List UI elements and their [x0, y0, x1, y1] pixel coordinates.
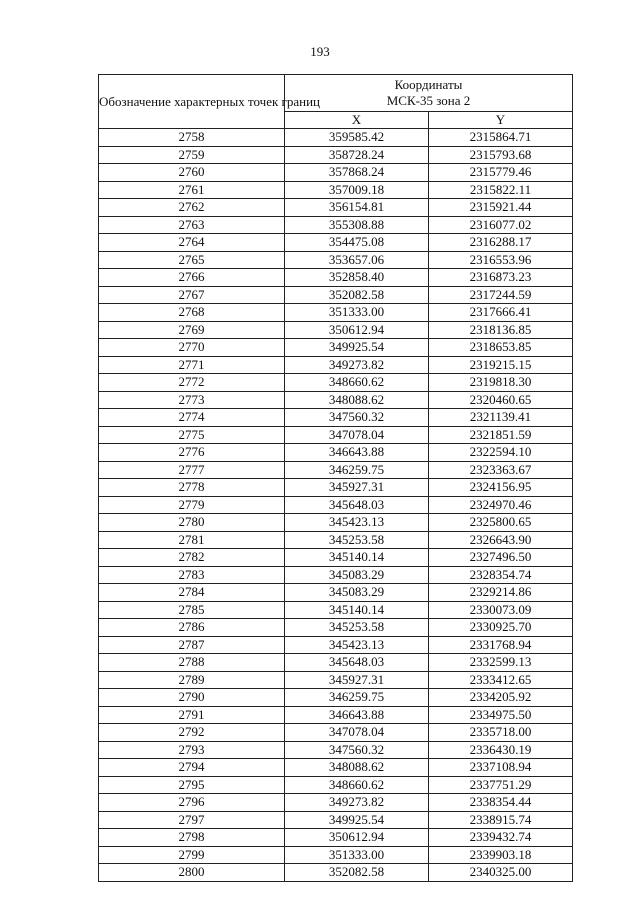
x-coordinate-cell: 348088.62: [285, 391, 429, 409]
x-coordinate-cell: 355308.88: [285, 216, 429, 234]
x-coordinate-cell: 345253.58: [285, 619, 429, 637]
point-id-cell: 2782: [99, 549, 285, 567]
y-coordinate-cell: 2340325.00: [429, 864, 573, 882]
y-coordinate-cell: 2318136.85: [429, 321, 573, 339]
y-coordinate-cell: 2330073.09: [429, 601, 573, 619]
table-body: [99, 129, 573, 882]
y-coordinate-cell: 2337751.29: [429, 776, 573, 794]
table-row: [99, 706, 573, 724]
table-row: [99, 461, 573, 479]
table-row: [99, 251, 573, 269]
table-row: [99, 636, 573, 654]
point-id-cell: 2783: [99, 566, 285, 584]
x-coordinate-cell: 347560.32: [285, 741, 429, 759]
point-id-cell: 2786: [99, 619, 285, 637]
table-row: [99, 234, 573, 252]
point-id-cell: 2797: [99, 811, 285, 829]
y-coordinate-cell: 2316288.17: [429, 234, 573, 252]
table-row: [99, 654, 573, 672]
x-coordinate-cell: 347560.32: [285, 409, 429, 427]
point-id-cell: 2780: [99, 514, 285, 532]
point-id-cell: 2764: [99, 234, 285, 252]
y-coordinate-cell: 2323363.67: [429, 461, 573, 479]
point-id-cell: 2792: [99, 724, 285, 742]
x-coordinate-cell: 349925.54: [285, 339, 429, 357]
x-coordinate-cell: 345927.31: [285, 479, 429, 497]
point-id-cell: 2765: [99, 251, 285, 269]
table-row: [99, 829, 573, 847]
point-id-cell: 2772: [99, 374, 285, 392]
x-coordinate-cell: 350612.94: [285, 829, 429, 847]
y-coordinate-cell: 2329214.86: [429, 584, 573, 602]
header-y: Y: [429, 111, 573, 128]
y-coordinate-cell: 2318653.85: [429, 339, 573, 357]
table-row: [99, 584, 573, 602]
point-id-cell: 2779: [99, 496, 285, 514]
table-row: [99, 794, 573, 812]
y-coordinate-cell: 2337108.94: [429, 759, 573, 777]
table-row: [99, 374, 573, 392]
x-coordinate-cell: 348660.62: [285, 776, 429, 794]
x-coordinate-cell: 345423.13: [285, 636, 429, 654]
table-row: [99, 426, 573, 444]
point-id-cell: 2768: [99, 304, 285, 322]
x-coordinate-cell: 347078.04: [285, 426, 429, 444]
y-coordinate-cell: 2338915.74: [429, 811, 573, 829]
point-id-cell: 2799: [99, 846, 285, 864]
x-coordinate-cell: 351333.00: [285, 304, 429, 322]
x-coordinate-cell: 358728.24: [285, 146, 429, 164]
table-row: [99, 619, 573, 637]
y-coordinate-cell: 2339432.74: [429, 829, 573, 847]
y-coordinate-cell: 2324156.95: [429, 479, 573, 497]
table-row: [99, 304, 573, 322]
x-coordinate-cell: 347078.04: [285, 724, 429, 742]
x-coordinate-cell: 346259.75: [285, 689, 429, 707]
point-id-cell: 2778: [99, 479, 285, 497]
x-coordinate-cell: 352858.40: [285, 269, 429, 287]
x-coordinate-cell: 345648.03: [285, 654, 429, 672]
point-id-cell: 2788: [99, 654, 285, 672]
table-row: [99, 216, 573, 234]
point-id-cell: 2789: [99, 671, 285, 689]
x-coordinate-cell: 359585.42: [285, 129, 429, 147]
table-row: [99, 601, 573, 619]
x-coordinate-cell: 352082.58: [285, 864, 429, 882]
table-row: [99, 514, 573, 532]
y-coordinate-cell: 2316553.96: [429, 251, 573, 269]
y-coordinate-cell: 2320460.65: [429, 391, 573, 409]
y-coordinate-cell: 2319818.30: [429, 374, 573, 392]
table-row: [99, 391, 573, 409]
table-row: [99, 864, 573, 882]
point-id-cell: 2796: [99, 794, 285, 812]
y-coordinate-cell: 2332599.13: [429, 654, 573, 672]
table-row: [99, 549, 573, 567]
point-id-cell: 2771: [99, 356, 285, 374]
table-row: [99, 199, 573, 217]
table-row: [99, 671, 573, 689]
y-coordinate-cell: 2316077.02: [429, 216, 573, 234]
y-coordinate-cell: 2336430.19: [429, 741, 573, 759]
x-coordinate-cell: 348088.62: [285, 759, 429, 777]
point-id-cell: 2794: [99, 759, 285, 777]
x-coordinate-cell: 346643.88: [285, 706, 429, 724]
y-coordinate-cell: 2328354.74: [429, 566, 573, 584]
y-coordinate-cell: 2315822.11: [429, 181, 573, 199]
y-coordinate-cell: 2334975.50: [429, 706, 573, 724]
point-id-cell: 2766: [99, 269, 285, 287]
point-id-cell: 2775: [99, 426, 285, 444]
point-id-cell: 2769: [99, 321, 285, 339]
page-number: 193: [310, 44, 330, 59]
x-coordinate-cell: 351333.00: [285, 846, 429, 864]
header-coordinates-title: Координаты: [394, 76, 463, 92]
table-row: [99, 741, 573, 759]
y-coordinate-cell: 2315864.71: [429, 129, 573, 147]
x-coordinate-cell: 345648.03: [285, 496, 429, 514]
x-coordinate-cell: 348660.62: [285, 374, 429, 392]
table-row: [99, 356, 573, 374]
table-row: [99, 531, 573, 549]
y-coordinate-cell: 2327496.50: [429, 549, 573, 567]
point-id-cell: 2800: [99, 864, 285, 882]
table-row: [99, 321, 573, 339]
y-coordinate-cell: 2338354.44: [429, 794, 573, 812]
coordinates-table: [98, 74, 573, 882]
table-row: [99, 181, 573, 199]
point-id-cell: 2758: [99, 129, 285, 147]
y-coordinate-cell: 2333412.65: [429, 671, 573, 689]
x-coordinate-cell: 354475.08: [285, 234, 429, 252]
x-coordinate-cell: 345140.14: [285, 549, 429, 567]
y-coordinate-cell: 2325800.65: [429, 514, 573, 532]
y-coordinate-cell: 2319215.15: [429, 356, 573, 374]
table-row: [99, 566, 573, 584]
y-coordinate-cell: 2317244.59: [429, 286, 573, 304]
table-row: [99, 269, 573, 287]
table-row: [99, 286, 573, 304]
x-coordinate-cell: 345140.14: [285, 601, 429, 619]
header-designation: Обозначение характерных точек границ: [99, 75, 285, 129]
table-row: [99, 759, 573, 777]
x-coordinate-cell: 345083.29: [285, 584, 429, 602]
point-id-cell: 2767: [99, 286, 285, 304]
point-id-cell: 2787: [99, 636, 285, 654]
x-coordinate-cell: 345423.13: [285, 514, 429, 532]
y-coordinate-cell: 2315793.68: [429, 146, 573, 164]
table-row: [99, 164, 573, 182]
header-coordinate-system: МСК-35 зона 2: [386, 92, 471, 108]
table-row: [99, 496, 573, 514]
y-coordinate-cell: 2321139.41: [429, 409, 573, 427]
point-id-cell: 2762: [99, 199, 285, 217]
table-row: [99, 776, 573, 794]
point-id-cell: 2759: [99, 146, 285, 164]
x-coordinate-cell: 349925.54: [285, 811, 429, 829]
y-coordinate-cell: 2315779.46: [429, 164, 573, 182]
table-row: [99, 811, 573, 829]
x-coordinate-cell: 350612.94: [285, 321, 429, 339]
x-coordinate-cell: 353657.06: [285, 251, 429, 269]
x-coordinate-cell: 345253.58: [285, 531, 429, 549]
y-coordinate-cell: 2322594.10: [429, 444, 573, 462]
point-id-cell: 2784: [99, 584, 285, 602]
header-coordinates: [285, 75, 573, 112]
x-coordinate-cell: 349273.82: [285, 794, 429, 812]
x-coordinate-cell: 345083.29: [285, 566, 429, 584]
point-id-cell: 2791: [99, 706, 285, 724]
x-coordinate-cell: 346643.88: [285, 444, 429, 462]
y-coordinate-cell: 2324970.46: [429, 496, 573, 514]
y-coordinate-cell: 2330925.70: [429, 619, 573, 637]
point-id-cell: 2790: [99, 689, 285, 707]
y-coordinate-cell: 2321851.59: [429, 426, 573, 444]
table-row: [99, 846, 573, 864]
table-row: [99, 129, 573, 147]
x-coordinate-cell: 345927.31: [285, 671, 429, 689]
x-coordinate-cell: 356154.81: [285, 199, 429, 217]
y-coordinate-cell: 2334205.92: [429, 689, 573, 707]
point-id-cell: 2781: [99, 531, 285, 549]
table-row: [99, 444, 573, 462]
x-coordinate-cell: 357009.18: [285, 181, 429, 199]
point-id-cell: 2793: [99, 741, 285, 759]
y-coordinate-cell: 2317666.41: [429, 304, 573, 322]
x-coordinate-cell: 349273.82: [285, 356, 429, 374]
point-id-cell: 2774: [99, 409, 285, 427]
y-coordinate-cell: 2335718.00: [429, 724, 573, 742]
point-id-cell: 2761: [99, 181, 285, 199]
table-row: [99, 146, 573, 164]
point-id-cell: 2763: [99, 216, 285, 234]
y-coordinate-cell: 2339903.18: [429, 846, 573, 864]
y-coordinate-cell: 2326643.90: [429, 531, 573, 549]
point-id-cell: 2776: [99, 444, 285, 462]
table-row: [99, 724, 573, 742]
x-coordinate-cell: 357868.24: [285, 164, 429, 182]
point-id-cell: 2795: [99, 776, 285, 794]
table-row: [99, 479, 573, 497]
header-x: X: [285, 111, 429, 128]
y-coordinate-cell: 2315921.44: [429, 199, 573, 217]
y-coordinate-cell: 2331768.94: [429, 636, 573, 654]
x-coordinate-cell: 352082.58: [285, 286, 429, 304]
point-id-cell: 2777: [99, 461, 285, 479]
table-header: [99, 75, 573, 129]
point-id-cell: 2798: [99, 829, 285, 847]
point-id-cell: 2785: [99, 601, 285, 619]
point-id-cell: 2760: [99, 164, 285, 182]
point-id-cell: 2773: [99, 391, 285, 409]
table-row: [99, 689, 573, 707]
table-row: [99, 339, 573, 357]
point-id-cell: 2770: [99, 339, 285, 357]
y-coordinate-cell: 2316873.23: [429, 269, 573, 287]
table-row: [99, 409, 573, 427]
x-coordinate-cell: 346259.75: [285, 461, 429, 479]
